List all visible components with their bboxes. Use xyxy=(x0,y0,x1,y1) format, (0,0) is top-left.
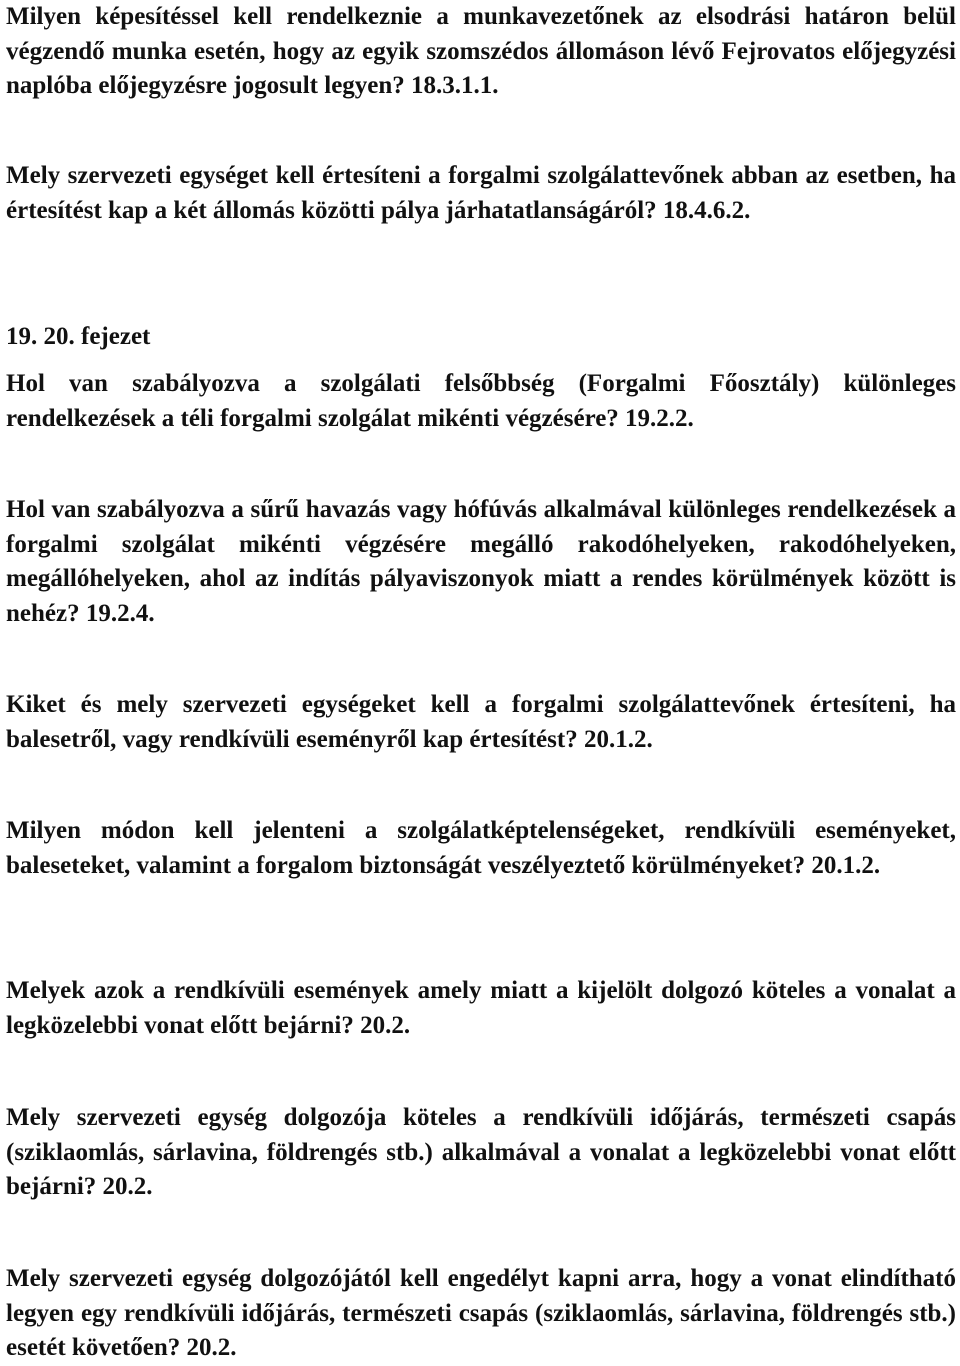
question-paragraph-2: Mely szervezeti egységet kell értesíteni a forgalmi szolgálattevőnek abban az esetben, ha értesítést kap a két állomás közötti pálya járhatatlanságáról? 18.4.6.2. xyxy=(6,162,956,224)
question-paragraph-9: Mely szervezeti egység dolgozójától kell engedélyt kapni arra, hogy a vonat elindítható legyen egy rendkívüli időjárás, természeti csapás (sziklaomlás, sárlavina, földrengés stb.) esetét követően? 20.2. xyxy=(6,1265,956,1361)
question-paragraph-7: Melyek azok a rendkívüli események amely miatt a kijelölt dolgozó köteles a vonalat a legközelebbi vonat előtt bejárni? 20.2. xyxy=(6,977,956,1039)
question-paragraph-1: Milyen képesítéssel kell rendelkeznie a munkavezetőnek az elsodrási határon belül végzendő munka esetén, hogy az egyik szomszédos állomáson lévő Fejrovatos előjegyzési naplóba előjegyzésre jogosult legyen? 18.3.1.1. xyxy=(6,3,956,99)
question-paragraph-3: Hol van szabályozva a szolgálati felsőbbség (Forgalmi Főosztály) különleges rendelkezések a téli forgalmi szolgálat mikénti végzésére? 19.2.2. xyxy=(6,370,956,432)
chapter-heading: 19. 20. fejezet xyxy=(6,323,151,350)
question-paragraph-4: Hol van szabályozva a sűrű havazás vagy hófúvás alkalmával különleges rendelkezések a forgalmi szolgálat mikénti végzésére megálló rakodóhelyeken, rakodóhelyeken, megállóhelyeken, ahol az indítás pályaviszonyok miatt a rendes körülmények között is nehéz? 19.2.4. xyxy=(6,496,956,627)
question-paragraph-6: Milyen módon kell jelenteni a szolgálatképtelenségeket, rendkívüli eseményeket, baleseteket, valamint a forgalom biztonságát veszélyeztető körülményeket? 20.1.2. xyxy=(6,817,956,879)
question-paragraph-8: Mely szervezeti egység dolgozója köteles a rendkívüli időjárás, természeti csapás (sziklaomlás, sárlavina, földrengés stb.) alkalmával a vonalat a legközelebbi vonat előtt bejárni? 20.2. xyxy=(6,1104,956,1200)
question-paragraph-5: Kiket és mely szervezeti egységeket kell a forgalmi szolgálattevőnek értesíteni, ha balesetről, vagy rendkívüli eseményről kap értesítést? 20.1.2. xyxy=(6,691,956,753)
